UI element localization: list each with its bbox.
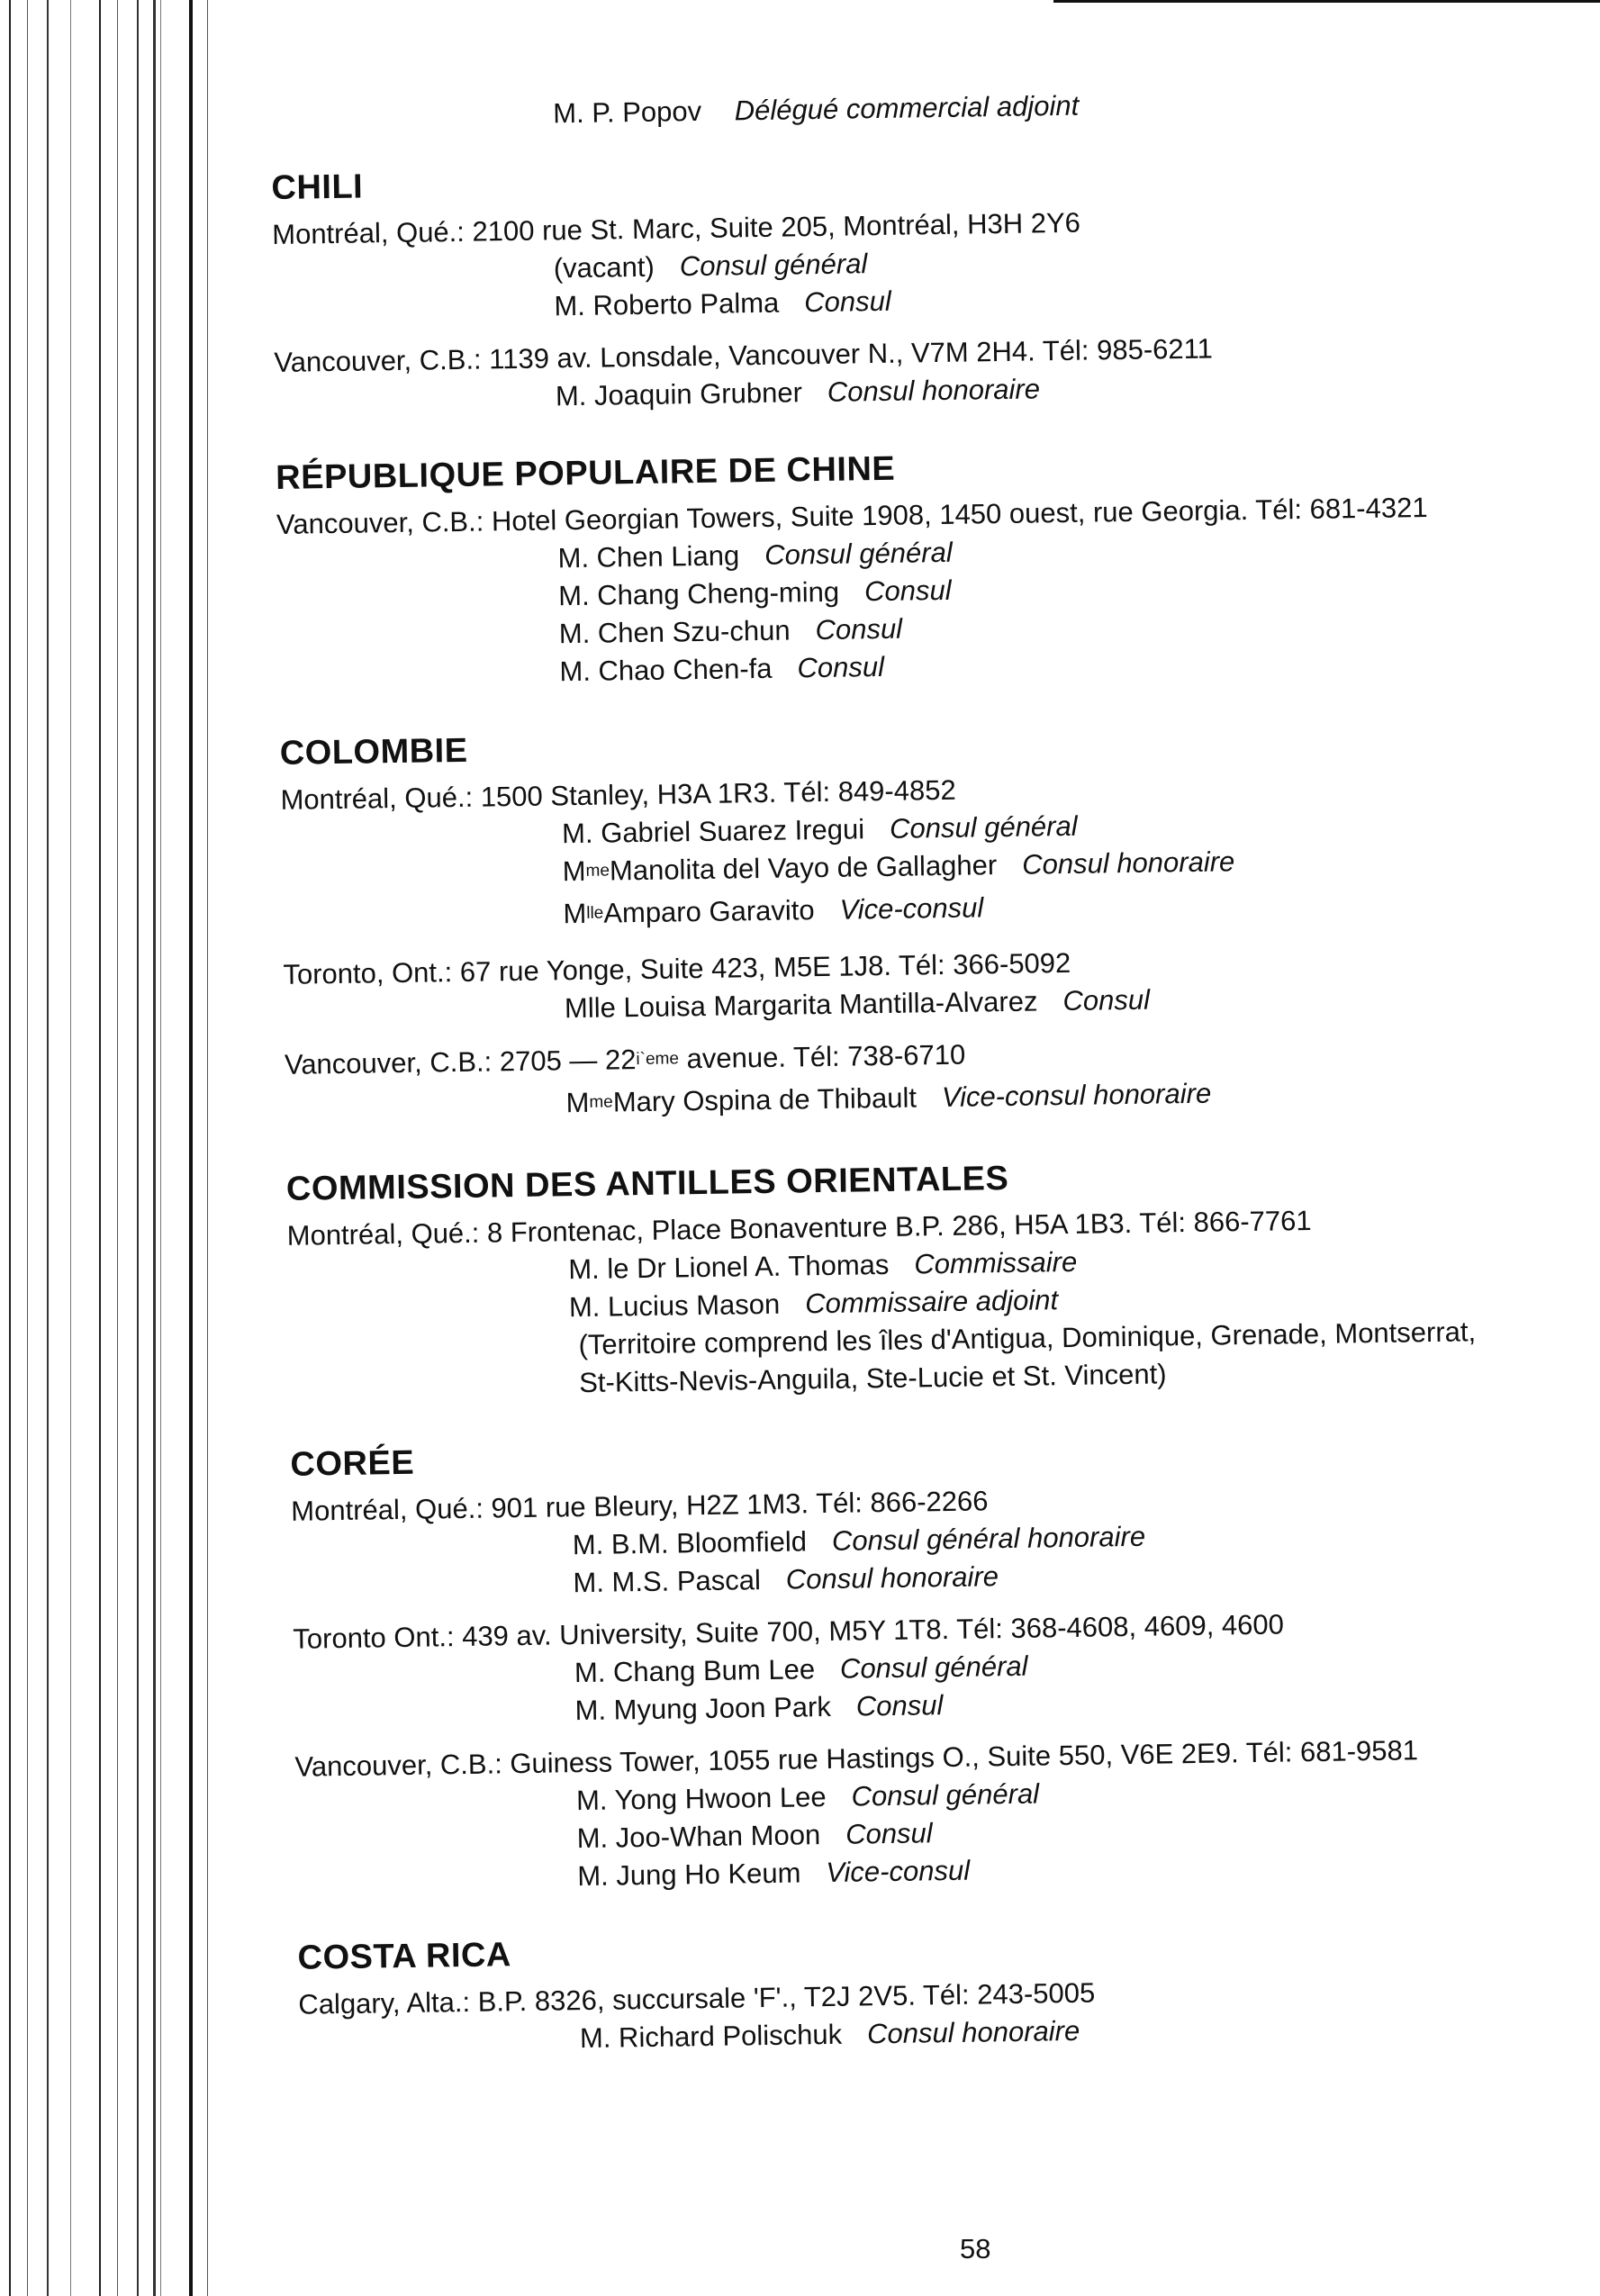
person-name-wrap	[563, 849, 998, 887]
name-superscript: lle	[586, 903, 604, 923]
person-name-wrap	[574, 1653, 816, 1688]
person-title: Consul	[815, 612, 903, 646]
person-name-wrap	[559, 614, 791, 649]
person-name: M. Gabriel Suarez Iregui	[561, 813, 865, 850]
person-name-wrap	[568, 1249, 890, 1285]
person-name: M. Richard Polischuk	[579, 2018, 843, 2055]
person-name: M. Myung Joon Park	[574, 1690, 832, 1727]
person-name: M. P. Popov	[553, 95, 702, 130]
person-name: Mary Ospina de Thibault	[612, 1081, 918, 1118]
person-name: M. Chao Chen-fa	[559, 652, 773, 688]
person-name: Mlle Louisa Margarita Mantilla-Alvarez	[564, 985, 1038, 1025]
location-address: Montréal, Qué.: 2100 rue St. Marc, Suite 205, Montréal, H3H 2Y6	[271, 206, 1081, 250]
name-superscript: me	[585, 861, 610, 881]
person-title: Consul honoraire	[785, 1560, 999, 1595]
person-name: M. le Dr Lionel A. Thomas	[568, 1248, 890, 1286]
person-name-wrap	[565, 985, 1038, 1024]
person-name: (vacant)	[553, 250, 655, 285]
person-title: Consul général honoraire	[831, 1520, 1146, 1557]
person-title: Consul	[863, 574, 952, 608]
person-name: Amparo Garavito	[603, 894, 815, 929]
person-name-wrap	[580, 2019, 843, 2054]
location-address: Toronto Ont.: 439 av. University, Suite 700, M5Y 1T8. Tél: 368-4608, 4609, 4600	[293, 1608, 1285, 1655]
person-title: Consul	[855, 1689, 944, 1722]
person-name: M. Yong Hwoon Lee	[575, 1781, 827, 1817]
person-title: Consul	[845, 1817, 933, 1850]
page-number: 58	[960, 2233, 991, 2264]
person-name: M. Lucius Mason	[568, 1288, 781, 1324]
country-heading: COLOMBIE	[279, 731, 468, 773]
person-title: Consul général	[889, 809, 1078, 845]
intro-entry	[270, 79, 1585, 137]
person-name: M. Joo-Whan Moon	[576, 1819, 821, 1855]
person-title: Consul	[803, 285, 891, 319]
person-title: Consul général	[851, 1777, 1040, 1812]
person-name-wrap	[577, 1857, 801, 1892]
top-rule	[1053, 0, 1600, 3]
person-name: M. Chang Bum Lee	[574, 1653, 816, 1689]
person-name-wrap	[557, 539, 739, 574]
person-name-wrap	[565, 1081, 917, 1118]
person-name: Manolita del Vayo de Gallagher	[609, 849, 998, 887]
person-title: Consul général	[764, 536, 953, 571]
country-heading: CORÉE	[290, 1443, 415, 1484]
location-address: Montréal, Qué.: 901 rue Bleury, H2Z 1M3. Tél: 866-2266	[291, 1485, 989, 1527]
address-part: avenue. Tél: 738-6710	[678, 1038, 966, 1075]
location-address: Toronto, Ont.: 67 rue Yonge, Suite 423, M5E 1J8. Tél: 366-5092	[283, 946, 1071, 990]
person-title: Consul honoraire	[827, 373, 1041, 408]
country-heading: CHILI	[271, 167, 364, 207]
person-title: Vice-consul honoraire	[941, 1077, 1212, 1114]
person-title: Consul	[1062, 983, 1151, 1017]
location-address: Calgary, Alta.: B.P. 8326, succursale 'F'., T2J 2V5. Tél: 243-5005	[298, 1976, 1096, 2020]
location-address: Montréal, Qué.: 8 Frontenac, Place Bonaventure B.P. 286, H5A 1B3. Tél: 866-7761	[286, 1204, 1312, 1252]
person-title: Délégué commercial adjoint	[734, 89, 1080, 127]
location-address: Vancouver, C.B.: Hotel Georgian Towers, Suite 1908, 1450 ouest, rue Georgia. Tél: 681-4321	[276, 491, 1428, 540]
location-address: Montréal, Qué.: 1500 Stanley, H3A 1R3. Tél: 849-4852	[280, 773, 956, 816]
country-heading: COSTA RICA	[297, 1936, 512, 1977]
person-name-wrap	[576, 1781, 827, 1816]
name-prefix: M	[562, 854, 586, 888]
book-binding-edge	[0, 0, 216, 2296]
person-title: Commissaire	[914, 1245, 1078, 1280]
person-title: Consul général	[839, 1650, 1028, 1685]
person-name-wrap	[558, 576, 839, 612]
person-name-wrap	[574, 1691, 831, 1726]
person-name-wrap	[576, 1819, 820, 1854]
country-heading: COMMISSION DES ANTILLES ORIENTALES	[285, 1159, 1009, 1208]
person-name-wrap	[562, 813, 864, 849]
binding-line	[189, 0, 193, 2296]
person-title: Consul honoraire	[866, 2014, 1080, 2050]
person-name: M. Jung Ho Keum	[577, 1857, 801, 1893]
person-title: Vice-consul	[826, 1854, 971, 1889]
person-title: Consul général	[679, 248, 868, 283]
location-address: Vancouver, C.B.: Guiness Tower, 1055 rue Hastings O., Suite 550, V6E 2E9. Tél: 681-9581	[294, 1734, 1419, 1783]
person-name-wrap	[556, 376, 802, 411]
territory-note: (Territoire comprend les îles d'Antigua, Dominique, Grenade, Montserrat,	[578, 1315, 1477, 1361]
address-superscript: i`eme	[636, 1049, 680, 1070]
person-name: M. Joaquin Grubner	[555, 376, 803, 412]
person-name: M. Chen Liang	[557, 539, 740, 574]
person-name-wrap	[569, 1288, 781, 1323]
country-heading: RÉPUBLIQUE POPULAIRE DE CHINE	[275, 449, 896, 497]
binding-line	[153, 0, 156, 2296]
person-name: M. Roberto Palma	[554, 286, 780, 322]
person-name-wrap	[573, 1525, 808, 1560]
person-name: M. Chang Cheng-ming	[557, 575, 840, 612]
person-name-wrap	[554, 287, 779, 322]
person-title: Consul honoraire	[1021, 845, 1235, 881]
territory-note: St-Kitts-Nevis-Anguila, Ste-Lucie et St. Vincent)	[578, 1358, 1167, 1399]
person-title: Consul	[797, 650, 885, 684]
person-name: M. M.S. Pascal	[573, 1564, 762, 1599]
sections	[271, 149, 1600, 2061]
name-prefix: M	[563, 897, 587, 930]
person-name-wrap	[573, 1564, 761, 1598]
person-title: Commissaire adjoint	[804, 1284, 1059, 1320]
name-superscript: me	[589, 1092, 613, 1112]
person-name-wrap	[563, 894, 815, 929]
person-title: Vice-consul	[839, 891, 984, 926]
person-name: M. Chen Szu-chun	[558, 614, 791, 650]
person-name-wrap	[559, 653, 773, 687]
person-name: M. B.M. Bloomfield	[572, 1525, 808, 1561]
directory-page	[270, 79, 1600, 2061]
address-part: Vancouver, C.B.: 2705 — 22	[284, 1044, 637, 1080]
name-prefix: M	[565, 1086, 590, 1119]
location-address: Vancouver, C.B.: 1139 av. Lonsdale, Vancouver N., V7M 2H4. Tél: 985-6211	[274, 332, 1214, 378]
person-name-wrap	[554, 251, 655, 285]
